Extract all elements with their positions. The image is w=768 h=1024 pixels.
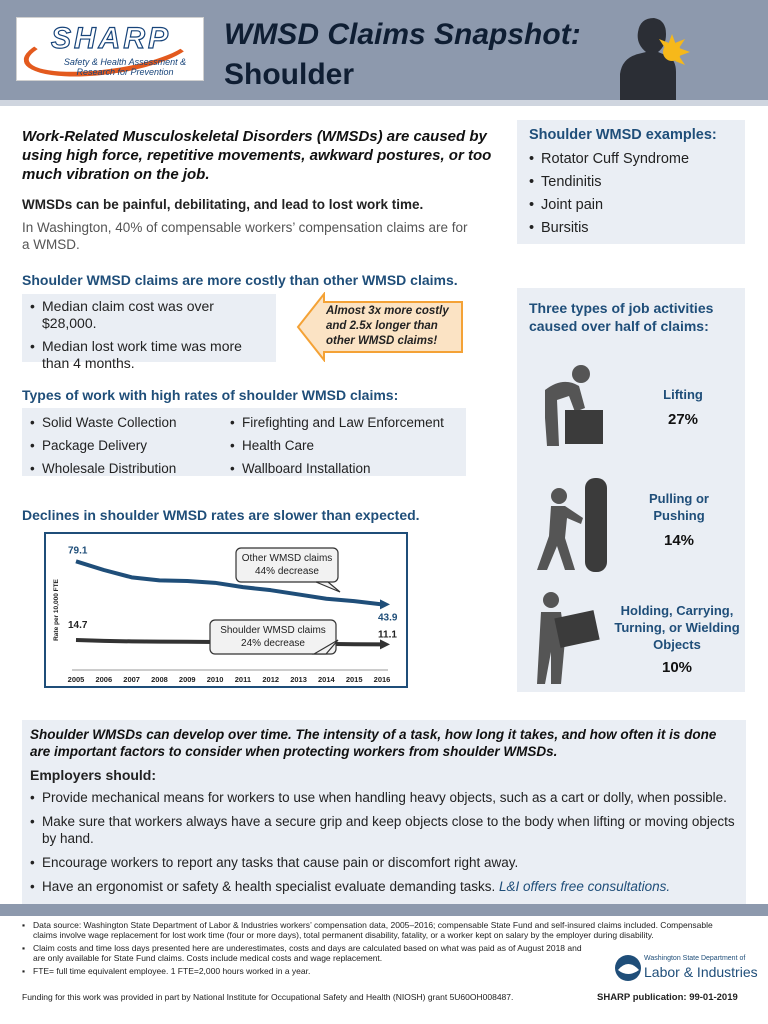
callout-other-text: Other WMSD claims [241, 553, 333, 564]
list-item: • Make sure that workers always have a secure grip and keep objects close to the body when lifting or moving objects by hand. [30, 813, 738, 847]
lifting-icon [535, 362, 621, 448]
x-tick-label: 2007 [123, 675, 140, 684]
declines-title: Declines in shoulder WMSD rates are slower than expected. [22, 507, 420, 523]
work-title: Types of work with high rates of shoulder WMSD claims: [22, 387, 399, 403]
shoulder-pain-icon [612, 12, 692, 102]
footnote: ▪ Claim costs and time loss days presented here are underestimates, costs and days are calculated based on what was paid as of August 2018 and are only available for State Fund claims. Costs include medical costs and wage replacement. [22, 943, 582, 963]
cost-callout: Almost 3x more costly and 2.5x longer than other WMSD claims! [326, 305, 449, 347]
employer-list [30, 789, 738, 895]
series-arrowhead [380, 599, 390, 609]
page-subtitle: Shoulder [224, 58, 355, 91]
data-label-other-start: 79.1 [68, 545, 88, 557]
intro-headline: Work-Related Musculoskeletal Disorders (WMSDs) are caused by using high force, repetitive movements, awkward postures, or too much vibration on the job. [22, 128, 492, 183]
list-item: • Firefighting and Law Enforcement [230, 411, 444, 434]
footer-bar [0, 904, 768, 916]
job-label-lifting: Lifting [663, 387, 703, 402]
employers-title: Employers should: [30, 767, 157, 783]
callout-shoulder-text: 24% decrease [241, 638, 305, 649]
examples-list [529, 148, 733, 240]
x-tick-label: 2016 [373, 675, 391, 684]
x-tick-label: 2010 [206, 675, 224, 684]
sharp-logo [16, 17, 204, 81]
examples-panel [517, 120, 745, 244]
rate-chart-svg [46, 534, 406, 686]
cost-list [30, 298, 268, 372]
job-label-pushing: Pulling or Pushing [649, 491, 709, 523]
employer-panel [22, 720, 746, 906]
list-item: • Bursitis [529, 217, 733, 240]
logo-title: SHARP [51, 22, 172, 55]
data-label-other-end: 43.9 [378, 612, 398, 624]
list-item: • Provide mechanical means for workers to use when handling heavy objects, such as a cart or dolly, when possible. [30, 789, 738, 806]
list-item: • Wholesale Distribution [30, 457, 177, 480]
cost-title: Shoulder WMSD claims are more costly than other WMSD claims. [22, 272, 458, 288]
callout-other-text: 44% decrease [255, 566, 319, 577]
li-name-label: Labor & Industries [644, 964, 758, 980]
list-item: • Health Care [230, 434, 444, 457]
last-bullet-text: Have an ergonomist or safety & health specialist evaluate demanding tasks. [42, 879, 496, 894]
page-title: WMSD Claims Snapshot: [224, 18, 581, 51]
logo-subtitle: Safety & Health Assessment & Research for Prevention [63, 57, 187, 77]
list-item: • Tendinitis [529, 171, 733, 194]
header-stripe [0, 100, 768, 106]
pushing-icon [531, 476, 619, 572]
job-pct-carrying: 10% [661, 659, 693, 676]
list-item: • Solid Waste Collection [30, 411, 177, 434]
callout-other-tail [316, 582, 340, 592]
work-list-right [230, 411, 444, 480]
list-item: • Rotator Cuff Syndrome [529, 148, 733, 171]
work-panel [22, 408, 466, 476]
x-tick-label: 2013 [290, 675, 307, 684]
list-item: • Wallboard Installation [230, 457, 444, 480]
work-list-left [30, 411, 177, 480]
job-label-carrying: Holding, Carrying, Turning, or Wielding Objects [614, 603, 740, 652]
x-tick-label: 2005 [67, 675, 85, 684]
jobs-panel [517, 288, 745, 692]
page-header [0, 0, 768, 104]
data-label-shoulder-end: 11.1 [378, 629, 397, 641]
jobs-title: Three types of job activities caused over half of claims: [529, 300, 714, 334]
x-tick-label: 2011 [234, 675, 252, 684]
examples-title: Shoulder WMSD examples: [529, 127, 717, 143]
consultations-link[interactable]: L&I offers free consultations. [499, 879, 671, 894]
funding-note: Funding for this work was provided in part by National Institute for Occupational Safety and Health (NIOSH) grant 5U60OH008487. [22, 992, 514, 1002]
x-tick-label: 2006 [95, 675, 113, 684]
data-label-shoulder-start: 14.7 [68, 620, 88, 632]
list-item [30, 878, 738, 895]
x-tick-label: 2009 [178, 675, 196, 684]
callout-shoulder-text: Shoulder WMSD claims [220, 625, 326, 636]
list-item: • Median lost work time was more than 4 months. [30, 338, 268, 372]
list-item: • Median claim cost was over $28,000. [30, 298, 268, 332]
li-dept-label: Washington State Department of [644, 955, 746, 962]
job-pct-pushing: 14% [663, 532, 695, 549]
footnote: ▪ Data source: Washington State Department of Labor & Industries workers’ compensation data, 2005–2016; compensable State Fund and self-insured claims included. Compensable claims involve wage replacement for lost work time (four or more days), total permanent disability, fatality, or a worker kept on salary by the employer during disability. [22, 920, 722, 940]
list-item: • Encourage workers to report any tasks that cause pain or discomfort right away. [30, 854, 738, 871]
list-item: • Package Delivery [30, 434, 177, 457]
footnote: ▪ FTE= full time equivalent employee. 1 FTE=2,000 hours worked in a year. [22, 966, 742, 976]
list-item: • Joint pain [529, 194, 733, 217]
x-tick-label: 2008 [151, 675, 168, 684]
carrying-icon [535, 590, 611, 686]
rate-chart [44, 532, 408, 688]
publication-number: SHARP publication: 99-01-2019 [597, 992, 738, 1003]
job-pct-lifting: 27% [667, 411, 699, 428]
x-tick-label: 2012 [262, 675, 280, 684]
y-axis-label: Rate per 10,000 FTE [53, 579, 60, 641]
x-tick-label: 2015 [345, 675, 363, 684]
bottom-intro: Shoulder WMSDs can develop over time. The intensity of a task, how long it takes, and how often it is done are important factors to consider when protecting workers from shoulder WMSDs. [30, 727, 717, 759]
cost-panel [22, 294, 276, 371]
series-arrowhead [380, 639, 390, 649]
intro-stat: In Washington, 40% of compensable workers’ compensation claims are for a WMSD. [22, 220, 468, 252]
intro-impact: WMSDs can be painful, debilitating, and lead to lost work time. [22, 197, 424, 212]
x-tick-label: 2014 [318, 675, 335, 684]
